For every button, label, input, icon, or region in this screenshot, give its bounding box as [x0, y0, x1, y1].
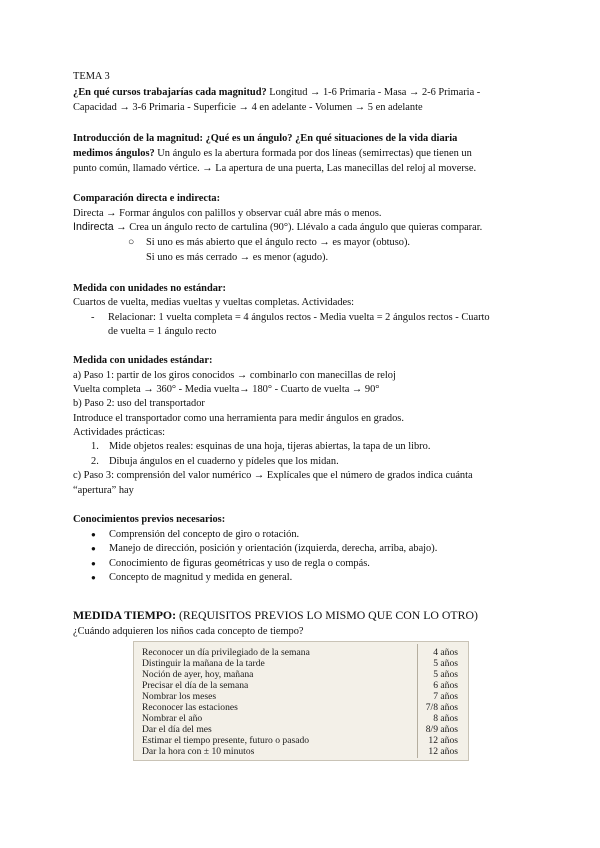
intro-heading: Introducción de la magnitud: ¿Qué es un ángulo? ¿En qué situaciones de la vida diaria	[73, 133, 458, 144]
edad-cell: 5 años	[433, 658, 458, 669]
edad-cell: 5 años	[433, 669, 458, 680]
table-row	[142, 681, 460, 692]
concepto-cell: Distinguir la mañana de la tarde	[142, 658, 265, 669]
estandar-paso2: b) Paso 2: uso del transportador	[73, 398, 205, 409]
conocimientos-heading: Conocimientos previos necesarios:	[73, 514, 226, 525]
tiempo-heading-rest: (REQUISITOS PREVIOS LO MISMO QUE CON LO OTRO)	[176, 608, 478, 622]
concepto-cell: Estimar el tiempo presente, futuro o pasado	[142, 735, 310, 746]
concepto-cell: Precisar el día de la semana	[142, 680, 249, 691]
estandar-intro: Introduce el transportador como una herramienta para medir ángulos en grados.	[73, 413, 404, 424]
table-row	[142, 670, 460, 681]
list-number-1: 1.	[91, 441, 99, 452]
table-row	[142, 703, 460, 714]
q1-question: ¿En qué cursos trabajarías cada magnitud?	[73, 87, 267, 98]
conocimiento-item: Comprensión del concepto de giro o rotación.	[109, 529, 300, 540]
estandar-actividades: Actividades prácticas:	[73, 427, 166, 438]
comparacion-directa: Directa → Formar ángulos con palillos y observar cuál abre más o menos.	[73, 208, 382, 219]
table-row	[142, 747, 460, 758]
comparacion-sub2: Si uno es más cerrado → es menor (agudo).	[146, 252, 329, 263]
no-estandar-item1: Relacionar: 1 vuelta completa = 4 ángulos rectos - Media vuelta = 2 ángulos rectos - Cuarto	[108, 312, 490, 323]
bullet-dot: ●	[91, 530, 96, 539]
tiempo-table-image	[133, 641, 469, 761]
estandar-act2: Dibuja ángulos en el cuaderno y pídeles que los midan.	[109, 456, 339, 467]
list-number-2: 2.	[91, 456, 99, 467]
intro-line2	[73, 147, 472, 160]
bullet-dot: ●	[91, 559, 96, 568]
table-row	[142, 725, 460, 736]
q1-answer: Longitud → 1-6 Primaria - Masa → 2-6 Primaria -	[266, 87, 481, 98]
estandar-paso3: c) Paso 3: comprensión del valor numérico → Explícales que el número de grados indica cuánta	[73, 470, 473, 481]
estandar-vuelta: Vuelta completa → 360° - Media vuelta→ 180° - Cuarto de vuelta → 90°	[73, 384, 380, 395]
bullet-dot: ●	[91, 544, 96, 553]
tema-title: TEMA 3	[73, 71, 110, 82]
intro-heading-end: medimos ángulos?	[73, 148, 155, 159]
estandar-paso3-cont: “apertura” hay	[73, 485, 134, 496]
conocimiento-item: Manejo de dirección, posición y orientación (izquierda, derecha, arriba, abajo).	[109, 543, 438, 554]
circle-bullet: ○	[128, 237, 135, 248]
table-row	[142, 736, 460, 747]
table-row	[142, 692, 460, 703]
estandar-paso1: a) Paso 1: partir de los giros conocidos → combinarlo con manecillas de reloj	[73, 370, 396, 381]
comparacion-indirecta	[73, 221, 482, 234]
dash-bullet: -	[91, 312, 95, 323]
table-row	[142, 659, 460, 670]
edad-cell: 12 años	[428, 746, 458, 757]
edad-cell: 4 años	[433, 647, 458, 658]
no-estandar-item2: de vuelta = 1 ángulo recto	[108, 326, 217, 337]
bullet-dot: ●	[91, 573, 96, 582]
no-estandar-heading: Medida con unidades no estándar:	[73, 283, 226, 294]
no-estandar-line1: Cuartos de vuelta, medias vueltas y vueltas completas. Actividades:	[73, 297, 355, 308]
estandar-heading: Medida con unidades estándar:	[73, 355, 213, 366]
concepto-cell: Noción de ayer, hoy, mañana	[142, 669, 254, 680]
concepto-cell: Dar la hora con ± 10 minutos	[142, 746, 255, 757]
edad-cell: 7/8 años	[425, 702, 458, 713]
comparacion-heading: Comparación directa e indirecta:	[73, 193, 221, 204]
conocimiento-item: Conocimiento de figuras geométricas y uso de regla o compás.	[109, 558, 370, 569]
edad-cell: 7 años	[433, 691, 458, 702]
tiempo-question: ¿Cuándo adquieren los niños cada concepto de tiempo?	[73, 626, 304, 637]
intro-definition: Un ángulo es la abertura formada por dos líneas (semirrectas) que tienen un	[154, 148, 472, 159]
q1-line1	[73, 86, 480, 99]
intro-line3: punto común, llamado vértice. → La apertura de una puerta, Las manecillas del reloj al moverse.	[73, 163, 477, 174]
table-row	[142, 714, 460, 725]
comparacion-sub1: Si uno es más abierto que el ángulo recto → es mayor (obtuso).	[146, 237, 411, 248]
concepto-cell: Reconocer un día privilegiado de la semana	[142, 647, 310, 658]
table-row	[142, 648, 460, 659]
edad-cell: 12 años	[428, 735, 458, 746]
conocimiento-item: Concepto de magnitud y medida en general.	[109, 572, 293, 583]
edad-cell: 8 años	[433, 713, 458, 724]
q1-line2: Capacidad → 3-6 Primaria - Superficie → 4 en adelante - Volumen → 5 en adelante	[73, 102, 423, 113]
tiempo-heading-bold: MEDIDA TIEMPO:	[73, 608, 177, 622]
tiempo-heading	[73, 609, 478, 622]
concepto-cell: Reconocer las estaciones	[142, 702, 238, 713]
edad-cell: 6 años	[433, 680, 458, 691]
indirecta-text: → Crea un ángulo recto de cartulina (90°). Llévalo a cada ángulo que quieras comparar.	[113, 222, 483, 233]
edad-cell: 8/9 años	[425, 724, 458, 735]
estandar-act1: Mide objetos reales: esquinas de una hoja, tijeras abiertas, la tapa de un libro.	[109, 441, 431, 452]
concepto-cell: Nombrar el año	[142, 713, 203, 724]
indirecta-label: Indirecta	[73, 221, 114, 233]
concepto-cell: Dar el día del mes	[142, 724, 212, 735]
concepto-cell: Nombrar los meses	[142, 691, 217, 702]
